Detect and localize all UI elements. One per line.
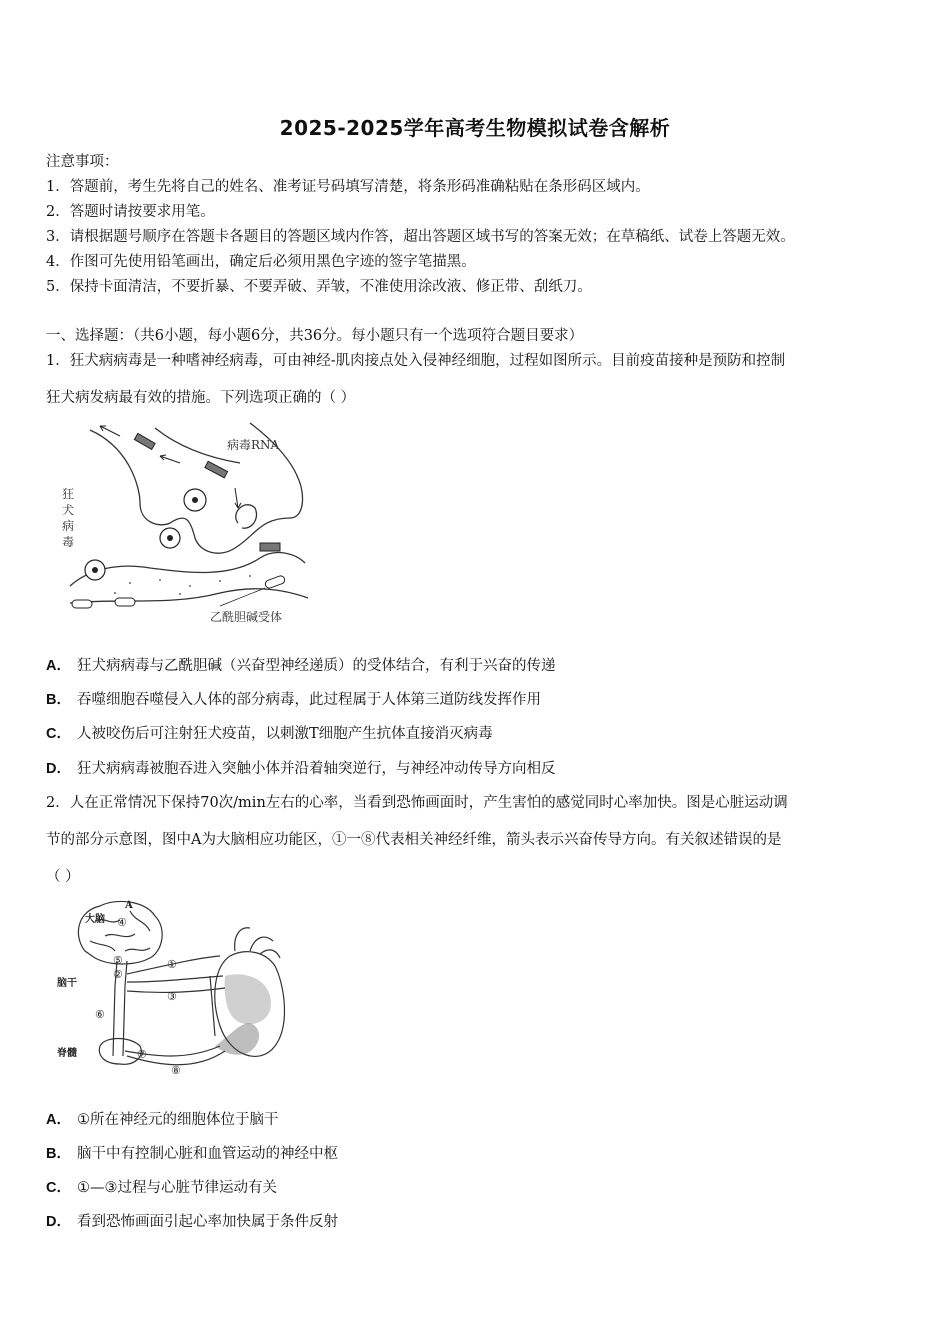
option-key: A．: [46, 1112, 71, 1128]
label-virus-char: 毒: [62, 535, 75, 549]
q1-stem-line2: 狂犬病发病最有效的措施。下列选项正确的（ ）: [46, 390, 356, 406]
fiber-number: ④: [117, 916, 127, 929]
q2-stem-line2: 节的部分示意图，图中A为大脑相应功能区，①一⑧代表相关神经纤维，箭头表示兴奋传导方向。有关叙述错误的是: [46, 832, 782, 848]
label-virus-char: 犬: [62, 503, 75, 517]
option-key: D．: [46, 1214, 71, 1230]
option-key: A．: [46, 658, 71, 674]
label-a: A: [125, 900, 133, 911]
q2-option-b[interactable]: [46, 1144, 338, 1164]
q1-figure: [60, 418, 320, 628]
fiber-number: ③: [167, 990, 177, 1003]
option-text: 狂犬病病毒被胞吞进入突触小体并沿着轴突逆行，与神经冲动传导方向相反: [76, 761, 556, 777]
fiber-number: ⑦: [137, 1048, 147, 1061]
q2-figure: [55, 896, 300, 1081]
q2-option-c[interactable]: [46, 1178, 277, 1198]
label-virus-rna: 病毒RNA: [227, 438, 280, 452]
option-text: 看到恐怖画面引起心率加快属于条件反射: [76, 1214, 338, 1230]
option-text: 脑干中有控制心脏和血管运动的神经中枢: [76, 1146, 338, 1162]
q2-option-d[interactable]: [46, 1212, 338, 1232]
section-heading: 一、选择题：（共6小题，每小题6分，共36分。每小题只有一个选项符合题目要求）: [46, 328, 584, 344]
option-key: B．: [46, 692, 71, 708]
notice-item: 5．保持卡面清洁，不要折暴、不要弄破、弄皱，不准使用涂改液、修正带、刮纸刀。: [46, 279, 592, 295]
q1-option-a[interactable]: [46, 656, 555, 676]
q1-option-b[interactable]: [46, 690, 541, 710]
q2-stem-line3: （ ）: [46, 869, 80, 885]
label-virus-char: 病: [62, 519, 75, 533]
option-key: D．: [46, 761, 71, 777]
notice-item: 4．作图可先使用铅笔画出，确定后必须用黑色字迹的签字笔描黑。: [46, 254, 476, 270]
label-brain: 大脑: [85, 914, 105, 925]
notice-item: 3．请根据题号顺序在答题卡各题目的答题区域内作答，超出答题区域书写的答案无效；在草稿纸、试卷上答题无效。: [46, 229, 795, 245]
option-text: 吞噬细胞吞噬侵入人体的部分病毒，此过程属于人体第三道防线发挥作用: [76, 692, 541, 708]
option-key: B．: [46, 1146, 71, 1162]
fiber-number: ①: [167, 958, 177, 971]
notice-item: 1．答题前，考生先将自己的姓名、准考证号码填写清楚，将条形码准确粘贴在条形码区域内。: [46, 179, 650, 195]
fiber-number: ②: [113, 968, 123, 981]
q1-option-d[interactable]: [46, 759, 555, 779]
q2-stem-line1: 2．人在正常情况下保持70次/min左右的心率，当看到恐怖画面时，产生害怕的感觉同时心率加快。图是心脏运动调: [46, 795, 788, 811]
q1-stem-line1: 1．狂犬病病毒是一种嗜神经病毒，可由神经-肌肉接点处入侵神经细胞，过程如图所示。目前疫苗接种是预防和控制: [46, 353, 786, 369]
label-virus-char: 狂: [62, 487, 75, 501]
notice-item: 2．答题时请按要求用笔。: [46, 204, 215, 220]
option-text: 人被咬伤后可注射狂犬疫苗，以刺激T细胞产生抗体直接消灭病毒: [76, 726, 493, 742]
fiber-number: ⑥: [95, 1008, 105, 1021]
option-text: 狂犬病病毒与乙酰胆碱（兴奋型神经递质）的受体结合，有利于兴奋的传递: [76, 658, 556, 674]
notice-heading: 注意事项：: [46, 154, 119, 170]
option-text: ①—③过程与心脏节律运动有关: [76, 1180, 277, 1196]
option-key: C．: [46, 726, 71, 742]
q2-option-a[interactable]: [46, 1110, 278, 1130]
q1-option-c[interactable]: [46, 724, 493, 744]
label-brainstem: 脑干: [57, 978, 77, 989]
page-title: 2025-2025学年高考生物模拟试卷含解析: [279, 116, 671, 140]
option-key: C．: [46, 1180, 71, 1196]
fiber-number: ⑤: [113, 954, 123, 967]
fiber-number: ⑧: [171, 1064, 181, 1077]
option-text: ①所在神经元的细胞体位于脑干: [76, 1112, 279, 1128]
label-spinal-cord: 脊髓: [57, 1048, 77, 1059]
label-receptor: 乙酰胆碱受体: [210, 610, 283, 624]
